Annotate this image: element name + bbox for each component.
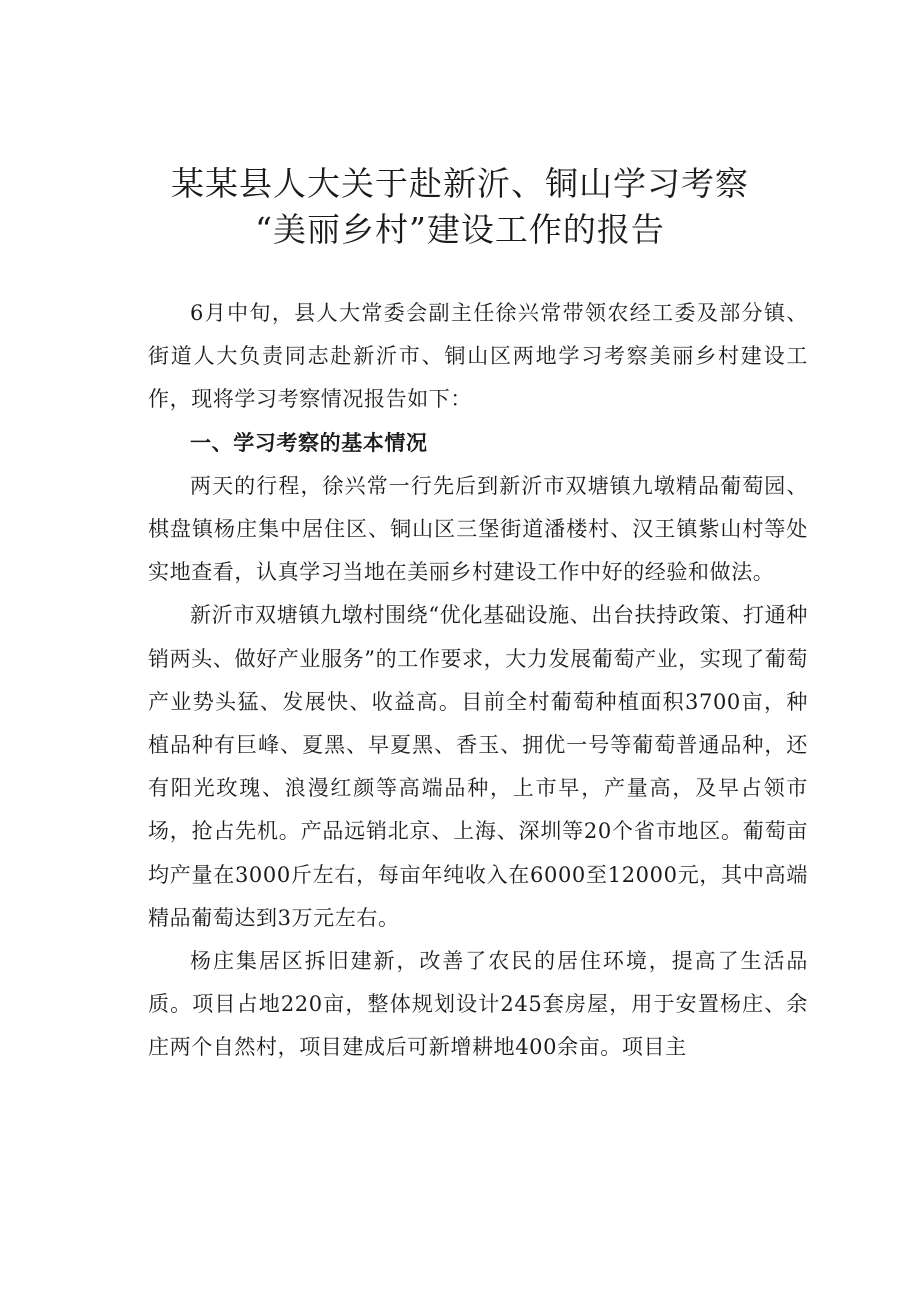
report-title-line-2: “美丽乡村”建设工作的报告 [255, 210, 665, 249]
body-paragraph-itinerary: 两天的行程，徐兴常一行先后到新沂市双塘镇九墩精品葡萄园、棋盘镇杨庄集中居住区、铜山区三堡街道潘楼村、汉王镇紫山村等处实地查看，认真学习当地在美丽乡村建设工作中好的经验和做法。 [148, 473, 808, 585]
intro-paragraph: 6月中旬，县人大常委会副主任徐兴常带领农经工委及部分镇、街道人大负责同志赴新沂市、铜山区两地学习考察美丽乡村建设工作，现将学习考察情况报告如下： [148, 301, 808, 412]
body-paragraph-jiudun-village: 新沂市双塘镇九墩村围绕“优化基础设施、出台扶持政策、打通种销两头、做好产业服务”的工作要求，大力发展葡萄产业，实现了葡萄产业势头猛、发展快、收益高。目前全村葡萄种植面积3700亩，种植品种有巨峰、夏黑、早夏黑、香玉、拥优一号等葡萄普通品种，还有阳光玫瑰、浪漫红颜等高端品种，上市早，产量高，及早占领市场，抢占先机。产品远销北京、上海、深圳等20个省市地区。葡萄亩均产量在3000斤左右，每亩年纯收入在6000至12000元，其中高端精品葡萄达到3万元左右。 [148, 603, 808, 930]
report-body [148, 292, 808, 1070]
section-heading-1: 一、学习考察的基本情况 [190, 430, 428, 455]
body-paragraph-yangzhuang: 杨庄集居区拆旧建新，改善了农民的居住环境，提高了生活品质。项目占地220亩，整体规划设计245套房屋，用于安置杨庄、余庄两个自然村，项目建成后可新增耕地400余亩。项目主 [148, 949, 808, 1060]
report-title-line-1: 某某县人大关于赴新沂、铜山学习考察 [171, 164, 749, 203]
